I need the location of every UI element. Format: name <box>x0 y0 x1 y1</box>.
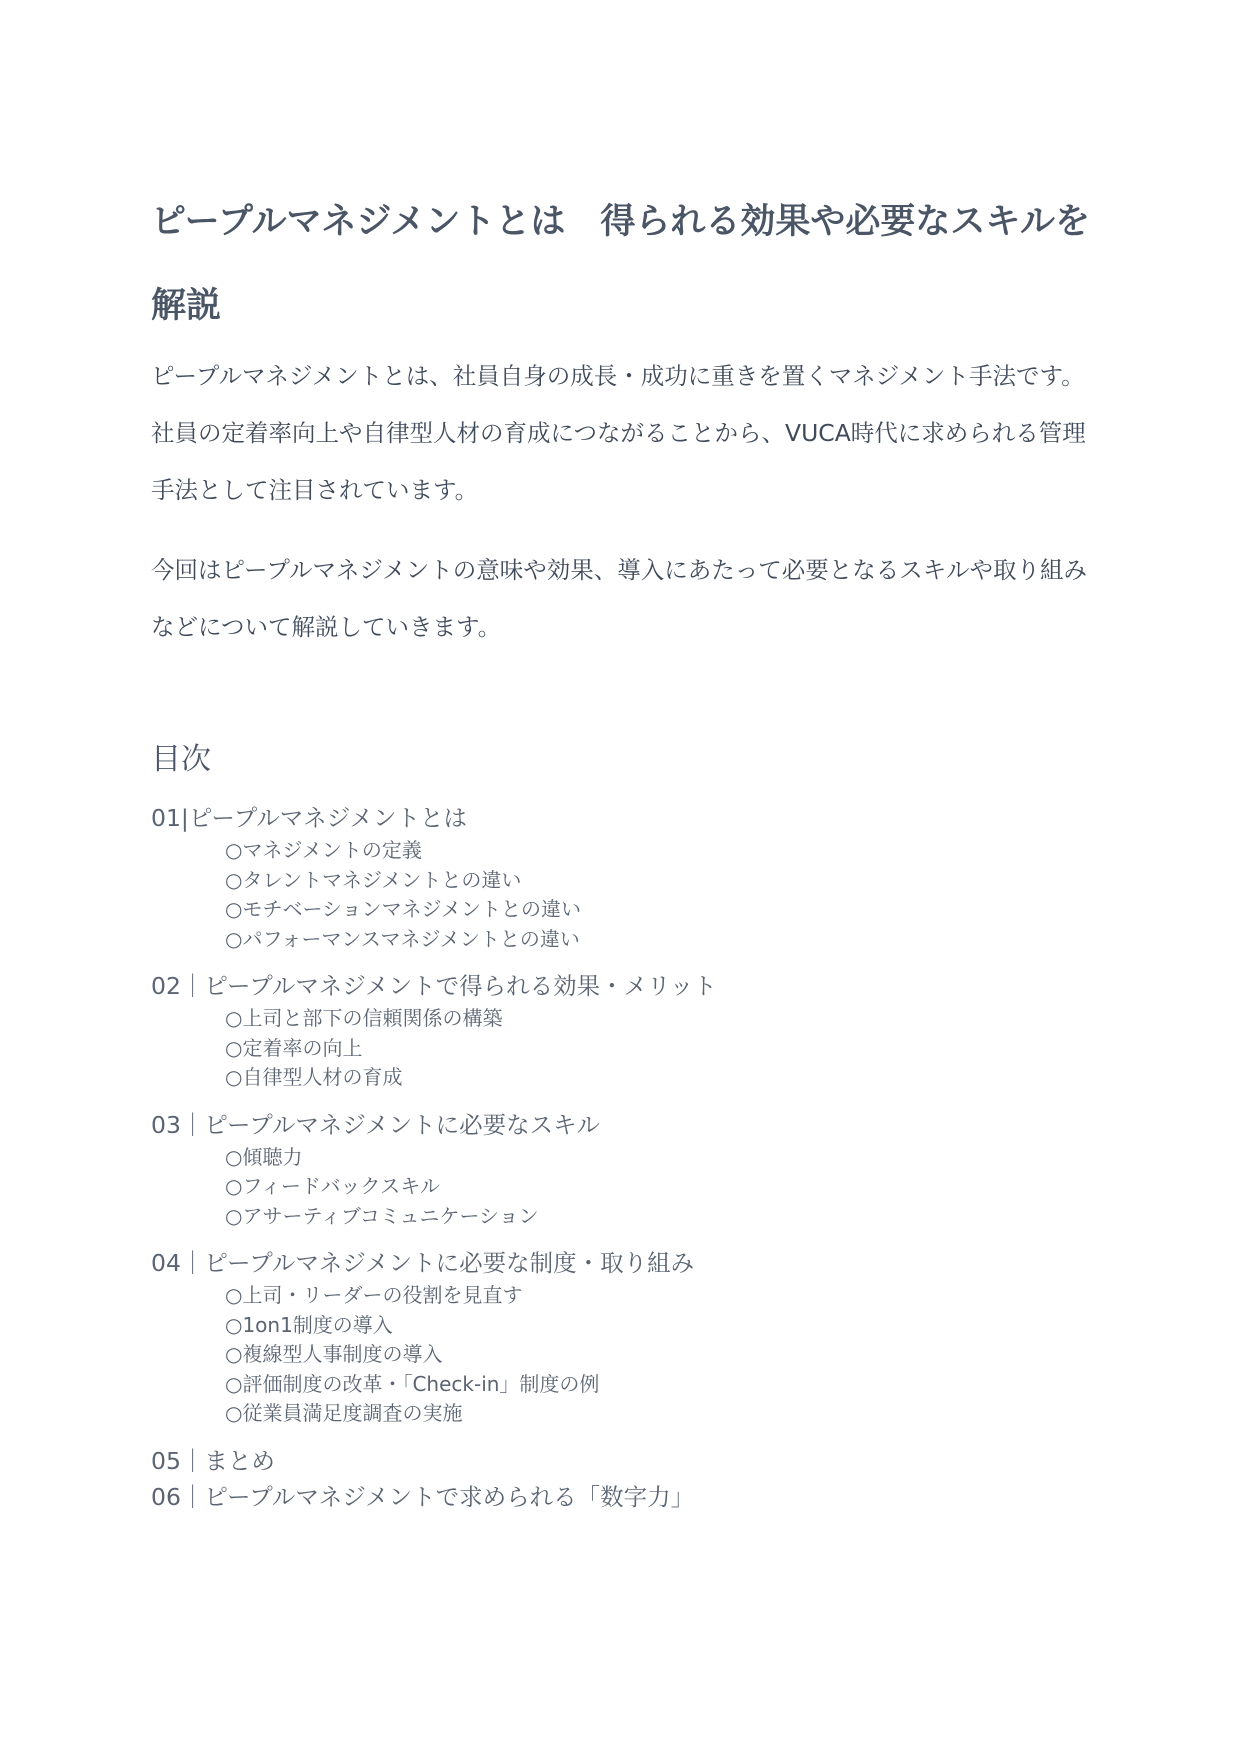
toc-subitem[interactable]: ○複線型人事制度の導入 <box>225 1342 443 1366</box>
toc-section-label[interactable]: 05｜まとめ <box>151 1446 275 1475</box>
spacer <box>151 1429 1091 1443</box>
toc-section-02 <box>151 968 1091 1093</box>
toc-subitem[interactable]: ○評価制度の改革・「Check-in」制度の例 <box>225 1371 600 1396</box>
toc-section-label[interactable]: 04｜ピープルマネジメントに必要な制度・取り組み <box>151 1249 695 1277</box>
spacer <box>151 1231 1091 1245</box>
toc-subitem[interactable]: ○定着率の向上 <box>225 1035 363 1060</box>
toc-heading: 目次 <box>151 742 211 777</box>
intro-paragraph-2: 今回はピープルマネジメントの意味や効果、導入にあたって必要となるスキルや取り組みなどについて解説していきます。 <box>151 556 1088 641</box>
toc-section-label[interactable]: 01|ピープルマネジメントとは <box>151 804 468 832</box>
toc-subitem[interactable]: ○タレントマネジメントとの違い <box>225 867 522 892</box>
toc-section-03 <box>151 1107 1091 1232</box>
toc-section-05 <box>151 1443 1091 1479</box>
toc-subitem[interactable]: ○上司と部下の信頼関係の構築 <box>225 1006 503 1030</box>
toc-subitem[interactable]: ○従業員満足度調査の実施 <box>225 1401 463 1425</box>
toc-subitems <box>151 1143 1091 1232</box>
toc-subitem[interactable]: ○1on1制度の導入 <box>225 1312 393 1337</box>
toc-section-label[interactable]: 03｜ピープルマネジメントに必要なスキル <box>151 1110 600 1139</box>
toc-subitems <box>151 1004 1091 1093</box>
toc-subitems <box>151 1281 1091 1429</box>
toc-section-label[interactable]: 02｜ピープルマネジメントで得られる効果・メリット <box>151 972 717 1000</box>
toc-subitem[interactable]: ○モチベーションマネジメントとの違い <box>225 897 582 921</box>
toc-section-label[interactable]: 06｜ピープルマネジメントで求められる「数字力」 <box>151 1482 695 1511</box>
toc-section-01 <box>151 800 1091 954</box>
toc-subitem[interactable]: ○自律型人材の育成 <box>225 1065 403 1089</box>
spacer <box>151 954 1091 968</box>
toc-section-04 <box>151 1245 1091 1429</box>
table-of-contents <box>151 800 1091 1515</box>
toc-subitem[interactable]: ○フィードバックスキル <box>225 1174 441 1198</box>
spacer <box>151 1093 1091 1107</box>
toc-subitems <box>151 836 1091 954</box>
intro-paragraph-1: ピープルマネジメントとは、社員自身の成長・成功に重きを置くマネジメント手法です。社員の定着率向上や自律型人材の育成につながることから、VUCA時代に求められる管理手法として注目されています。 <box>151 362 1086 504</box>
article-title: ピープルマネジメントとは 得られる効果や必要なスキルを解説 <box>151 202 1091 326</box>
toc-subitem[interactable]: ○上司・リーダーの役割を見直す <box>225 1283 523 1307</box>
toc-section-06 <box>151 1479 1091 1515</box>
toc-subitem[interactable]: ○マネジメントの定義 <box>225 838 422 862</box>
toc-subitem[interactable]: ○傾聴力 <box>225 1144 303 1169</box>
toc-subitem[interactable]: ○アサーティブコミュニケーション <box>225 1203 539 1228</box>
toc-subitem[interactable]: ○パフォーマンスマネジメントとの違い <box>225 926 580 951</box>
document-page <box>151 0 1091 1756</box>
